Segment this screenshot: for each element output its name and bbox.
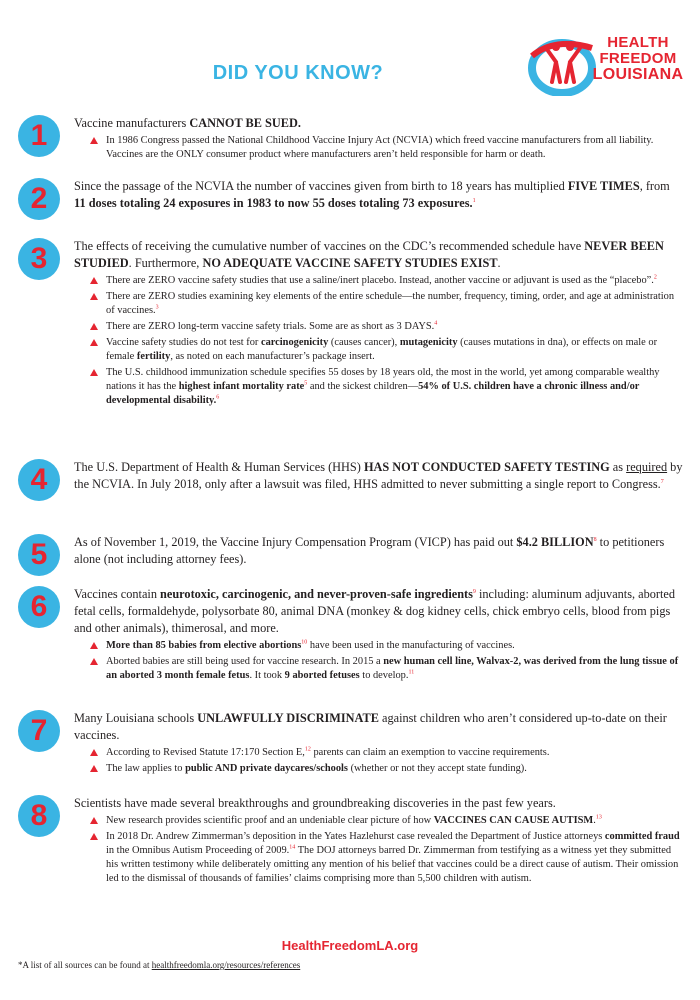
text-run: (causes cancer), xyxy=(328,337,400,348)
section-bullet-list xyxy=(88,134,684,162)
bullet-item xyxy=(88,655,684,683)
text-run: 11 doses totaling 24 exposures in 1983 to now 55 doses totaling 73 exposures. xyxy=(74,196,473,210)
text-run: to develop. xyxy=(359,670,409,681)
footnote-text: *A list of all sources can be found at xyxy=(18,960,152,970)
text-run: neurotoxic, carcinogenic, and never-proven-safe ingredients xyxy=(160,587,473,601)
section-lead-text xyxy=(74,795,684,812)
text-run: . xyxy=(497,256,501,270)
references-link[interactable]: healthfreedomla.org/resources/references xyxy=(151,960,301,970)
citation-marker: 11 xyxy=(408,669,415,676)
section-number-badge: 8 xyxy=(18,795,60,837)
text-run: fertility xyxy=(136,351,171,362)
citation-marker: 10 xyxy=(301,639,308,646)
text-run: required xyxy=(626,460,668,474)
citation-marker: 3 xyxy=(155,304,159,311)
section-lead-text xyxy=(74,459,684,493)
text-run: Vaccine safety studies do not test for xyxy=(106,337,261,348)
text-run: As of November 1, 2019, the Vaccine Injury Compensation Program (VICP) has paid out xyxy=(74,535,517,549)
text-run: CANNOT BE SUED. xyxy=(189,116,301,130)
section-number-badge: 4 xyxy=(18,459,60,501)
citation-marker: 7 xyxy=(660,478,664,485)
section-lead-text xyxy=(74,178,684,212)
section-content xyxy=(74,534,684,568)
citation-marker: 13 xyxy=(595,814,602,821)
text-run: highest infant mortality rate xyxy=(178,381,305,392)
section-content xyxy=(74,115,684,164)
text-run: FIVE TIMES xyxy=(567,179,640,193)
text-run: The law applies to xyxy=(106,763,186,774)
page-title: DID YOU KNOW? xyxy=(212,62,384,84)
bullet-item xyxy=(88,830,684,886)
text-run: The DOJ attorneys barred Dr. Zimmerman from testifying as a witness yet they submitted his written testimony while deliberately omitting any mention of his belief that vaccines could be a direct cause of autism. Their omission led to the dismissal of thousands of families’ claims comprising more than 5,500 children with autism. xyxy=(106,845,679,884)
text-run: new human cell line, Walvax-2, was derived from the lung tissue of an aborted 3 month female fetus xyxy=(106,656,679,681)
section-content xyxy=(74,795,684,888)
section-number-badge: 2 xyxy=(18,178,60,220)
text-run: to petitioners alone (not including attorney fees). xyxy=(74,535,665,566)
text-run: mutagenicity xyxy=(399,337,458,348)
citation-marker: 8 xyxy=(593,536,597,543)
text-run: and the sickest children— xyxy=(307,381,419,392)
bullet-item xyxy=(88,134,684,162)
text-run: NO ADEQUATE VACCINE SAFETY STUDIES EXIST xyxy=(202,256,498,270)
text-run: (causes mutations in dna), or effects on male or female xyxy=(106,337,658,362)
citation-marker: 2 xyxy=(653,274,657,281)
text-run: According to Revised Statute 17:170 Section E, xyxy=(106,747,305,758)
section-content xyxy=(74,459,684,493)
text-run: VACCINES CAN CAUSE AUTISM xyxy=(433,815,594,826)
bullet-item xyxy=(88,366,684,408)
text-run: $4.2 BILLION xyxy=(516,535,594,549)
text-run: NEVER BEEN STUDIED xyxy=(74,239,664,270)
section-content xyxy=(74,710,684,778)
bullet-item xyxy=(88,320,684,334)
text-run: in the Omnibus Autism Proceeding of 2009. xyxy=(106,845,290,856)
text-run: New research provides scientific proof and an undeniable clear picture of how xyxy=(106,815,434,826)
section-bullet-list xyxy=(88,746,684,776)
text-run: Scientists have made several breakthroughs and groundbreaking discoveries in the past few years. xyxy=(74,796,556,810)
citation-marker: 9 xyxy=(472,588,476,595)
text-run: 54% of U.S. children have a chronic illness and/or developmental disability. xyxy=(106,381,640,406)
section-content xyxy=(74,238,684,410)
text-run: UNLAWFULLY DISCRIMINATE xyxy=(197,711,379,725)
section-lead-text xyxy=(74,115,684,132)
text-run: The U.S. Department of Health & Human Services (HHS) xyxy=(74,460,364,474)
logo-line-louisiana: LOUISIANA xyxy=(592,66,684,83)
section-lead-text xyxy=(74,238,684,272)
text-run: In 2018 Dr. Andrew Zimmerman’s deposition in the Yates Hazlehurst case revealed the Department of Justice attorneys xyxy=(106,831,605,842)
footer-website: HealthFreedomLA.org xyxy=(281,938,419,953)
citation-marker: 1 xyxy=(472,197,476,204)
bullet-item xyxy=(88,746,684,760)
text-run: Since the passage of the NCVIA the number of vaccines given from birth to 18 years has multiplied xyxy=(74,179,568,193)
text-run: , from xyxy=(639,179,670,193)
text-run: . It took xyxy=(249,670,285,681)
section-number-badge: 5 xyxy=(18,534,60,576)
text-run: carcinogenicity xyxy=(260,337,329,348)
bullet-item xyxy=(88,639,684,653)
section-lead-text xyxy=(74,710,684,744)
text-run: (whether or not they accept state funding). xyxy=(347,763,527,774)
logo-line-freedom: FREEDOM xyxy=(599,50,677,67)
bullet-item xyxy=(88,274,684,288)
text-run: have been used in the manufacturing of vaccines. xyxy=(307,640,515,651)
citation-marker: 14 xyxy=(289,844,296,851)
bullet-item xyxy=(88,762,684,776)
text-run: In 1986 Congress passed the National Childhood Vaccine Injury Act (NCVIA) which freed vaccine manufacturers from all liability. Vaccines are the ONLY consumer product where manufacturers aren’t held responsible for harm or death. xyxy=(106,135,654,160)
section-number-badge: 3 xyxy=(18,238,60,280)
text-run: There are ZERO studies examining key elements of the entire schedule—the number, frequency, timing, order, and age at administration of vaccines. xyxy=(106,291,675,316)
text-run: HAS NOT CONDUCTED SAFETY TESTING xyxy=(363,460,610,474)
section-number-badge: 1 xyxy=(18,115,60,157)
logo-text xyxy=(592,35,684,83)
text-run: . xyxy=(593,815,596,826)
text-run: against children who aren’t considered up-to-date on their vaccines. xyxy=(74,711,667,742)
text-run: The U.S. childhood immunization schedule specifies 55 doses by 18 years old, the most in the world, yet among comparable wealthy nations it has the xyxy=(106,367,660,392)
bullet-item xyxy=(88,336,684,364)
section-lead-text xyxy=(74,586,684,637)
health-freedom-louisiana-logo xyxy=(528,30,684,100)
section-number-badge: 6 xyxy=(18,586,60,628)
citation-marker: 6 xyxy=(216,394,220,401)
section-number-badge: 7 xyxy=(18,710,60,752)
section-content xyxy=(74,178,684,212)
bullet-item xyxy=(88,814,684,828)
citation-marker: 12 xyxy=(304,746,311,753)
section-bullet-list xyxy=(88,814,684,886)
text-run: including: aluminum adjuvants, aborted fetal cells, formaldehyde, polysorbate 80, animal DNA (monkey & dog kidney cells, chick embryo cells, blood from pigs and other animals), thimerosal, and more. xyxy=(74,587,676,635)
text-run: Vaccine manufacturers xyxy=(74,116,190,130)
sources-footnote xyxy=(18,960,300,970)
text-run: There are ZERO vaccine safety studies that use a saline/inert placebo. Instead, another vaccine or adjuvant is used as the “placebo”. xyxy=(106,275,654,286)
people-circle-logo-icon xyxy=(528,34,596,96)
text-run: There are ZERO long-term vaccine safety trials. Some are as short as 3 DAYS. xyxy=(106,321,435,332)
text-run: by the NCVIA. In July 2018, only after a lawsuit was filed, HHS admitted to never submitting a single report to Congress. xyxy=(74,460,683,491)
text-run: The effects of receiving the cumulative number of vaccines on the CDC’s recommended schedule have xyxy=(74,239,585,253)
logo-line-health: HEALTH xyxy=(607,34,669,51)
section-lead-text xyxy=(74,534,684,568)
text-run: Vaccines contain xyxy=(74,587,161,601)
text-run: , as noted on each manufacturer’s package insert. xyxy=(170,351,375,362)
text-run: parents can claim an exemption to vaccine requirements. xyxy=(310,747,550,758)
text-run: public AND private daycares/schools xyxy=(185,763,348,774)
text-run: Many Louisiana schools xyxy=(74,711,198,725)
bullet-item xyxy=(88,290,684,318)
citation-marker: 4 xyxy=(434,320,438,327)
text-run: as xyxy=(609,460,627,474)
section-bullet-list xyxy=(88,274,684,408)
citation-marker: 5 xyxy=(304,380,308,387)
section-bullet-list xyxy=(88,639,684,683)
text-run: Aborted babies are still being used for vaccine research. In 2015 a xyxy=(106,656,384,667)
text-run: 9 aborted fetuses xyxy=(284,670,360,681)
text-run: committed fraud xyxy=(604,831,680,842)
text-run: . Furthermore, xyxy=(128,256,203,270)
text-run: More than 85 babies from elective abortions xyxy=(106,640,302,651)
section-content xyxy=(74,586,684,685)
